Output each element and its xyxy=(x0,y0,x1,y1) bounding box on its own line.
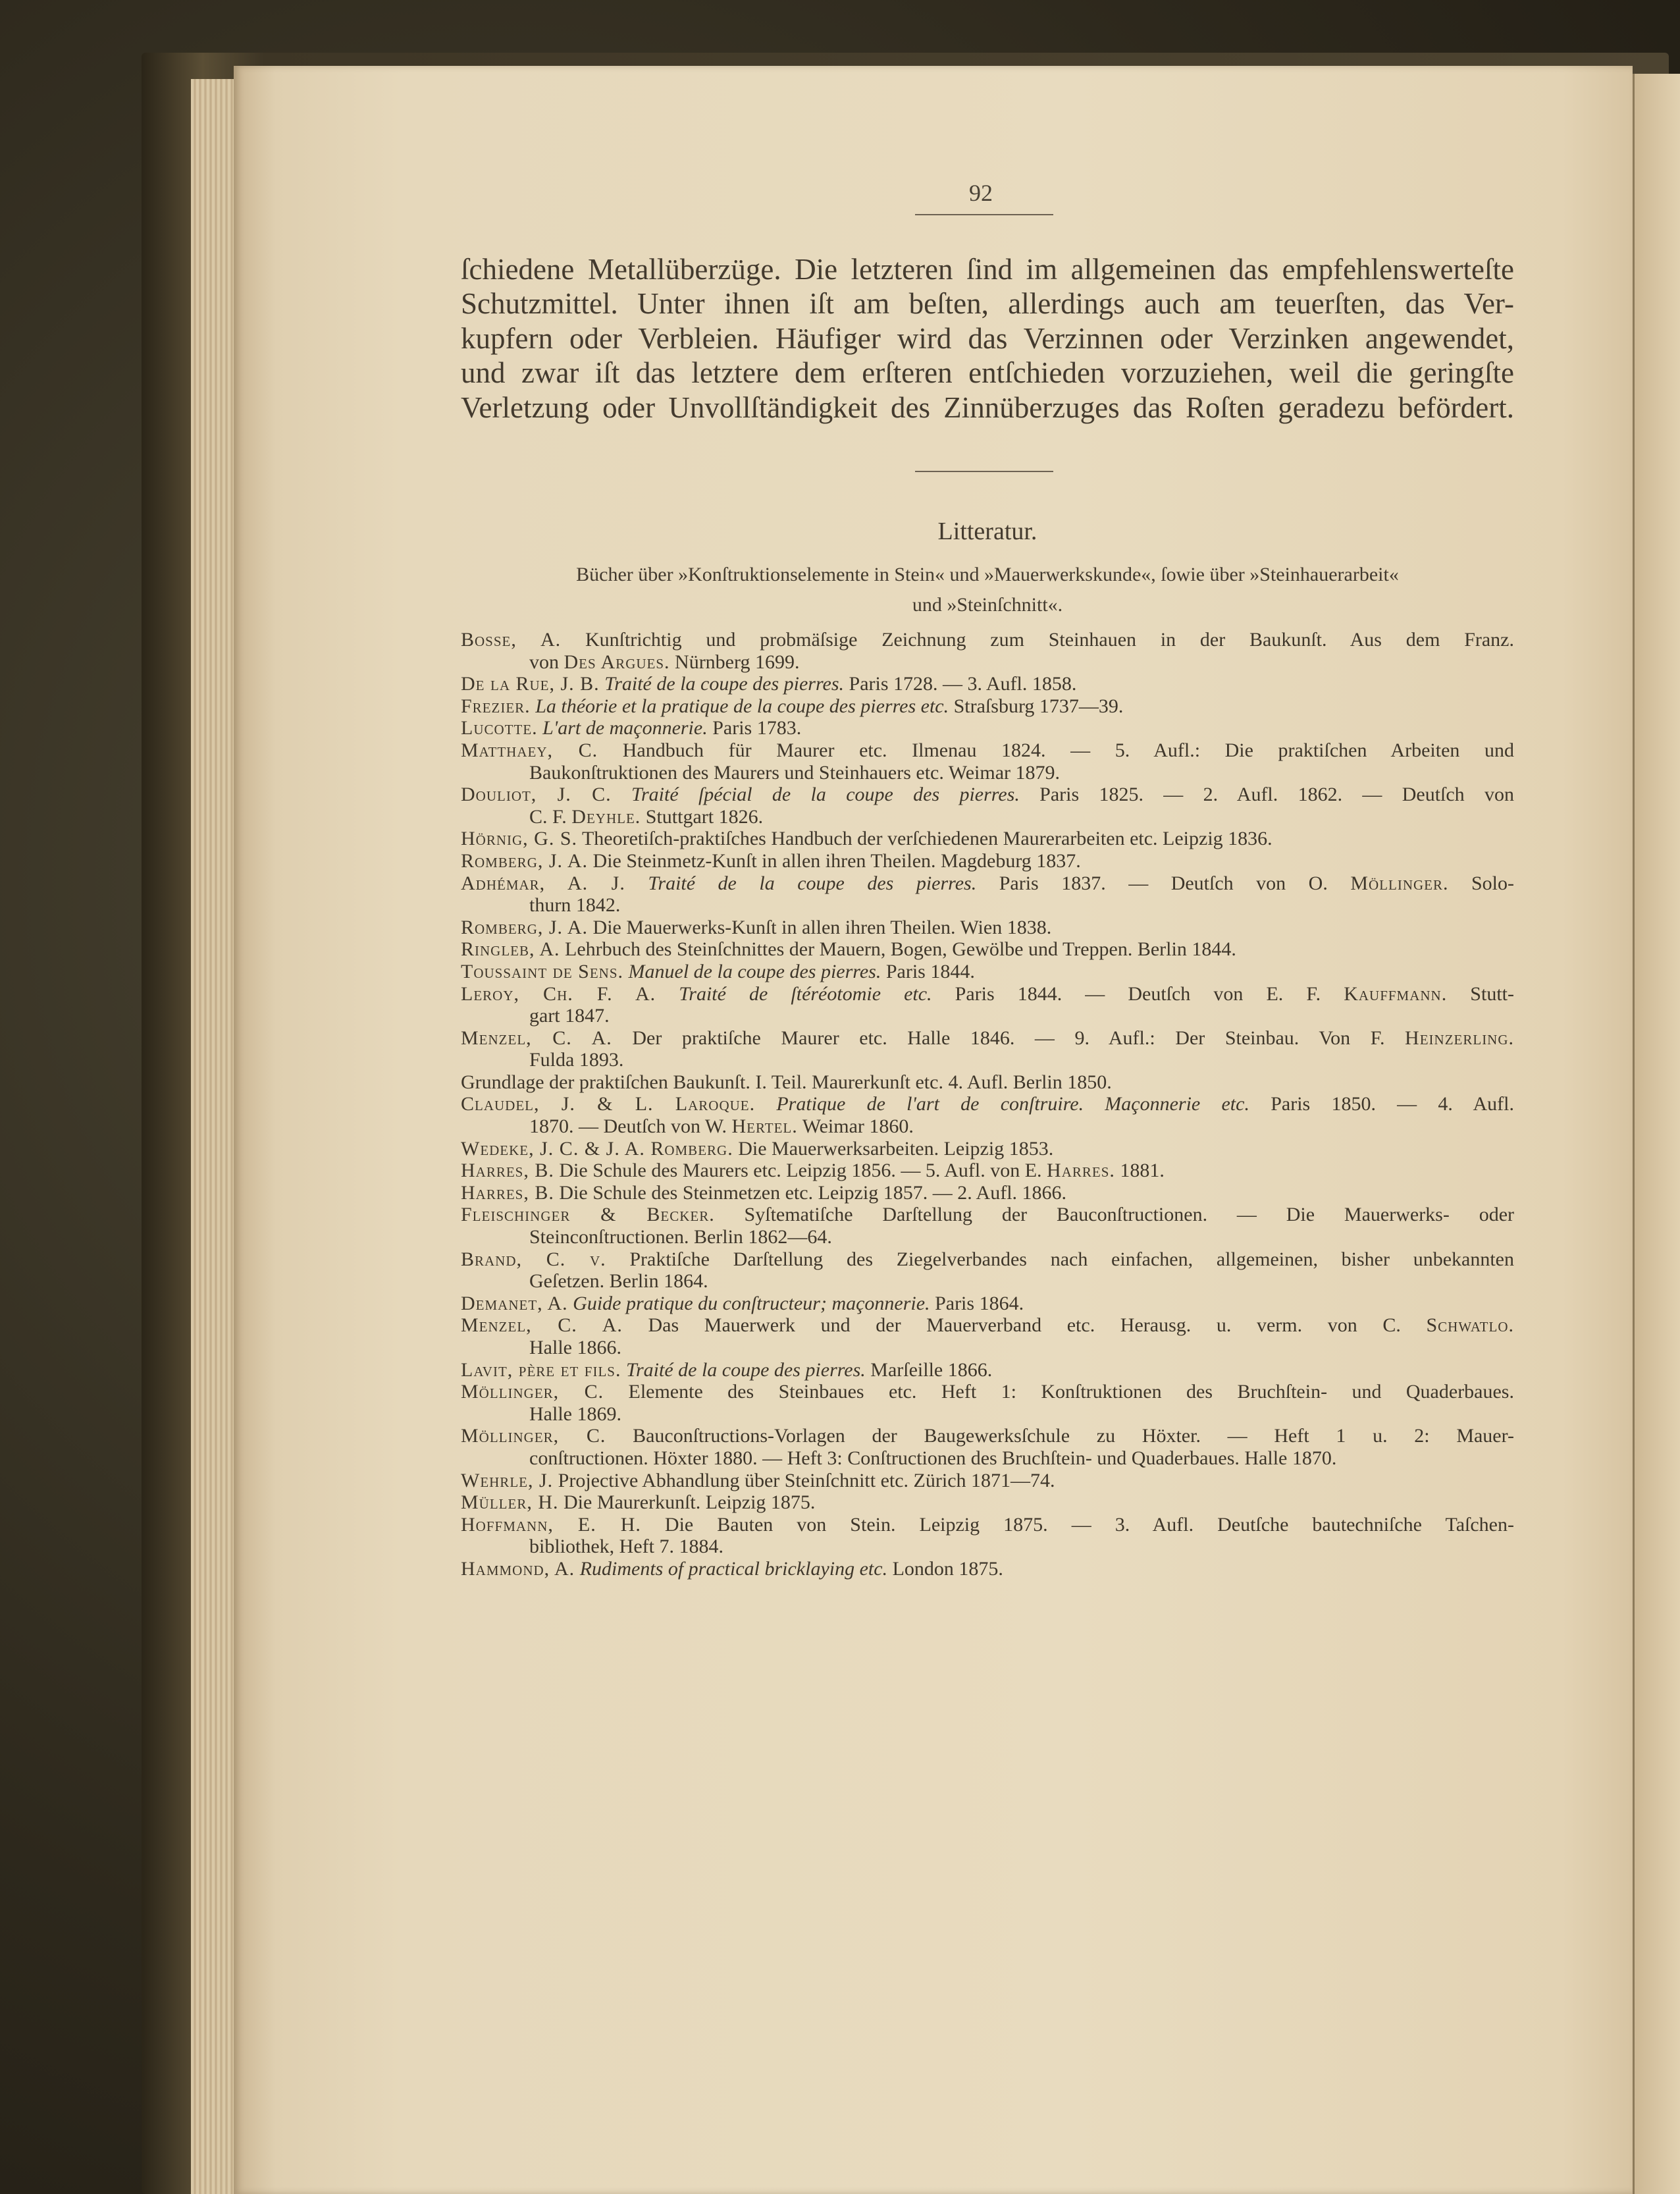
entry-continuation-line xyxy=(461,1270,1514,1293)
entry-continuation-line xyxy=(461,1447,1514,1470)
bibliography-entry xyxy=(461,1071,1514,1094)
entry-author: Demanet, A. xyxy=(461,1292,568,1314)
entry-text: Paris 1864. xyxy=(930,1292,1024,1314)
entry-author: Deyhle. xyxy=(571,805,641,828)
entry-first-line xyxy=(461,1071,1514,1094)
entry-continuation-line xyxy=(461,762,1514,784)
entry-text: Halle 1866. xyxy=(529,1337,621,1358)
page-number: 92 xyxy=(969,180,993,206)
bibliography-entry xyxy=(461,917,1514,939)
entry-author: Harres, B. xyxy=(461,1181,554,1204)
entry-first-line xyxy=(461,784,1514,806)
entry-author: Toussaint de Sens. xyxy=(461,960,624,982)
entry-title-italic: Traité de la coupe des pierres. xyxy=(604,673,845,695)
bibliography-list xyxy=(461,629,1514,1580)
entry-text: thurn 1842. xyxy=(529,894,621,917)
entry-title-italic: La théorie et la pratique de la coupe des pierres etc. xyxy=(535,695,949,717)
entry-author: Lucotte. xyxy=(461,717,538,739)
entry-text: Fulda 1893. xyxy=(529,1049,624,1071)
entry-author: Douliot, J. C. xyxy=(461,784,612,806)
bibliography-entry xyxy=(461,739,1514,784)
entry-author: Wedeke, J. C. & J. A. Romberg. xyxy=(461,1137,733,1160)
entry-first-line xyxy=(461,1093,1514,1115)
bibliography-entry xyxy=(461,850,1514,872)
entry-text: Syſtematiſche Darſtellung der Bauconſtructionen. — Die Mauerwerks- oder xyxy=(714,1204,1514,1226)
entry-continuation-line xyxy=(461,1403,1514,1426)
entry-first-line xyxy=(461,695,1514,718)
bibliography-entry xyxy=(461,1359,1514,1381)
entry-first-line xyxy=(461,673,1514,695)
entry-first-line xyxy=(461,828,1514,850)
entry-text: Die Mauerwerksarbeiten. Leipzig 1853. xyxy=(733,1137,1054,1160)
body-line: ſchiedene Metallüberzüge. Die letzteren ſind im allgemeinen das empfehlenswerteſte xyxy=(461,253,1514,286)
entry-title-italic: Traité de ſtéréotomie etc. xyxy=(679,982,932,1005)
entry-text: Paris 1825. — 2. Aufl. 1862. — Deutſch von xyxy=(1019,784,1514,806)
entry-text xyxy=(612,784,631,805)
entry-text: Grundlage der praktiſchen Baukunſt. I. Teil. Maurerkunſt etc. 4. Aufl. Berlin 1850. xyxy=(461,1071,1112,1093)
entry-author: Lavit, père et fils. xyxy=(461,1358,621,1381)
bibliography-entry xyxy=(461,1470,1514,1492)
entry-first-line xyxy=(461,1160,1514,1182)
entry-title-italic: Manuel de la coupe des pierres. xyxy=(628,960,881,982)
entry-text: 1881. xyxy=(1115,1160,1165,1182)
facing-page-edge xyxy=(1633,74,1680,2194)
entry-author: Fleischinger & Becker. xyxy=(461,1204,715,1226)
entry-text: Elemente des Steinbaues etc. Heft 1: Konſtruktionen des Bruchſtein- und Quaderbaues. xyxy=(604,1381,1514,1403)
entry-continuation-line xyxy=(461,894,1514,917)
bibliography-entry xyxy=(461,872,1514,917)
entry-author: Ringleb, A. xyxy=(461,938,560,961)
entry-author: Matthaey, C. xyxy=(461,739,598,761)
entry-author: Möllinger, C. xyxy=(461,1381,604,1403)
entry-author: Leroy, Ch. F. A. xyxy=(461,982,656,1005)
entry-text: Paris 1728. — 3. Aufl. 1858. xyxy=(844,673,1077,695)
entry-text: Straſsburg 1737—39. xyxy=(949,695,1124,717)
entry-author: Möllinger. xyxy=(1350,872,1449,894)
entry-text: Handbuch für Maurer etc. Ilmenau 1824. — 5. Aufl.: Die praktiſchen Arbeiten und xyxy=(598,739,1514,761)
entry-text: gart 1847. xyxy=(529,1005,610,1027)
bibliography-entry xyxy=(461,1248,1514,1293)
entry-author: Claudel, J. & L. Laroque. xyxy=(461,1093,756,1115)
entry-text: Der praktiſche Maurer etc. Halle 1846. — 9. Aufl.: Der Steinbau. Von F. xyxy=(612,1027,1405,1049)
page-number-rule xyxy=(915,214,1053,215)
entry-continuation-line xyxy=(461,1115,1514,1138)
entry-text: Stutt- xyxy=(1447,982,1514,1005)
entry-text: Paris 1844. — Deutſch von E. F. xyxy=(932,982,1344,1005)
entry-text: conſtructionen. Höxter 1880. — Heft 3: Conſtructionen des Bruchſtein- und Quaderbaues. Halle 1870. xyxy=(529,1447,1337,1469)
entry-author: Romberg, J. A. xyxy=(461,916,589,938)
entry-first-line xyxy=(461,1293,1514,1315)
entry-continuation-line xyxy=(461,651,1514,674)
entry-text: bibliothek, Heft 7. 1884. xyxy=(529,1536,723,1558)
entry-author: Müller, H. xyxy=(461,1491,559,1514)
entry-text: Halle 1869. xyxy=(529,1403,621,1425)
section-divider xyxy=(915,471,1053,472)
entry-first-line xyxy=(461,1182,1514,1204)
entry-first-line xyxy=(461,629,1514,651)
bibliography-entry xyxy=(461,1491,1514,1514)
entry-text: Projective Abhandlung über Steinſchnitt etc. Zürich 1871—74. xyxy=(553,1469,1055,1491)
bibliography-entry xyxy=(461,983,1514,1027)
entry-first-line xyxy=(461,1425,1514,1447)
entry-first-line xyxy=(461,917,1514,939)
entry-author: Hörnig, G. S. xyxy=(461,828,578,850)
entry-first-line xyxy=(461,1027,1514,1050)
bibliography-entry xyxy=(461,717,1514,739)
bibliography-entry xyxy=(461,1160,1514,1182)
entry-first-line xyxy=(461,1470,1514,1492)
entry-author: De la Rue, J. B. xyxy=(461,673,600,695)
bibliography-entry xyxy=(461,938,1514,961)
entry-first-line xyxy=(461,983,1514,1005)
bibliography-entry xyxy=(461,673,1514,695)
entry-text xyxy=(621,1359,626,1381)
entry-title-italic: Traité de la coupe des pierres. xyxy=(648,872,977,894)
entry-text: Steinconſtructionen. Berlin 1862—64. xyxy=(529,1226,832,1248)
entry-text: Paris 1844. xyxy=(881,960,975,982)
entry-text: Nürnberg 1699. xyxy=(669,651,800,673)
subtitle-line: Bücher über »Konſtruktionselemente in Stein« und »Mauerwerkskunde«, ſowie über »Steinhauerarbeit« xyxy=(576,564,1399,585)
bibliography-entry xyxy=(461,1093,1514,1137)
bibliography-entry xyxy=(461,1138,1514,1160)
entry-continuation-line xyxy=(461,1337,1514,1359)
entry-text: Die Schule des Steinmetzen etc. Leipzig 1857. — 2. Aufl. 1866. xyxy=(554,1181,1067,1204)
entry-text: Paris 1783. xyxy=(707,717,802,739)
entry-text: Die Schule des Maurers etc. Leipzig 1856. — 5. Aufl. von E. xyxy=(554,1160,1047,1182)
entry-first-line xyxy=(461,1381,1514,1403)
entry-text: Solo- xyxy=(1448,872,1514,894)
subtitle-line: und »Steinſchnitt«. xyxy=(912,594,1063,616)
entry-author: Harres. xyxy=(1047,1160,1115,1182)
entry-title-italic: Traité ſpécial de la coupe des pierres. xyxy=(631,784,1020,806)
entry-continuation-line xyxy=(461,1226,1514,1248)
entry-text: Geſetzen. Berlin 1864. xyxy=(529,1270,708,1293)
entry-author: Harres, B. xyxy=(461,1160,554,1182)
body-line: Schutzmittel. Unter ihnen iſt am beſten, allerdings auch am teuerſten, das Ver- xyxy=(461,287,1514,321)
entry-author: Schwatlo. xyxy=(1426,1314,1514,1337)
entry-text: Die Bauten von Stein. Leipzig 1875. — 3. Aufl. Deutſche bautechniſche Taſchen- xyxy=(641,1513,1514,1536)
entry-author: Frezier. xyxy=(461,695,531,717)
entry-author: Adhémar, A. J. xyxy=(461,872,625,894)
entry-text: Praktiſche Darſtellung des Ziegelverbandes nach einfachen, allgemeinen, bisher unbekannten xyxy=(606,1248,1514,1270)
entry-title-italic: Traité de la coupe des pierres. xyxy=(625,1358,866,1381)
entry-first-line xyxy=(461,1314,1514,1337)
entry-continuation-line xyxy=(461,1536,1514,1558)
entry-first-line xyxy=(461,961,1514,983)
entry-text: Weimar 1860. xyxy=(797,1115,914,1138)
bibliography-entry xyxy=(461,1204,1514,1248)
entry-text: Die Maurerkunſt. Leipzig 1875. xyxy=(558,1491,816,1514)
entry-text: Kunſtrichtig und probmäſsige Zeichnung zum Steinhauen in der Baukunſt. Aus dem Franz. xyxy=(561,629,1514,651)
body-line: kupfern oder Verbleien. Häufiger wird das Verzinnen oder Verzinken angewendet, xyxy=(461,321,1514,355)
bibliography-entry xyxy=(461,1381,1514,1425)
entry-text: C. F. xyxy=(529,805,572,828)
entry-author: Des Argues. xyxy=(564,651,670,673)
entry-first-line xyxy=(461,1558,1514,1580)
entry-author: Menzel, C. A. xyxy=(461,1027,612,1049)
entry-text xyxy=(656,983,679,1005)
bibliography-entry xyxy=(461,961,1514,983)
entry-first-line xyxy=(461,717,1514,739)
entry-text: Marſeille 1866. xyxy=(865,1358,993,1381)
entry-text: Stuttgart 1826. xyxy=(641,805,764,828)
entry-first-line xyxy=(461,1514,1514,1536)
entry-text: London 1875. xyxy=(887,1557,1003,1580)
entry-author: Heinzerling. xyxy=(1405,1027,1515,1049)
entry-author: Hertel. xyxy=(731,1115,798,1138)
entry-author: Wehrle, J. xyxy=(461,1469,554,1491)
entry-continuation-line xyxy=(461,1005,1514,1027)
entry-author: Menzel, C. A. xyxy=(461,1314,623,1337)
entry-text: Baukonſtruktionen des Maurers und Steinhauers etc. Weimar 1879. xyxy=(529,761,1061,784)
entry-first-line xyxy=(461,1204,1514,1226)
bibliography-entry xyxy=(461,1027,1514,1071)
entry-text: Paris 1850. — 4. Aufl. xyxy=(1249,1093,1514,1115)
entry-title-italic: Guide pratique du conſtructeur; maçonnerie. xyxy=(573,1292,930,1314)
entry-first-line xyxy=(461,1359,1514,1381)
entry-author: Romberg, J. A. xyxy=(461,849,589,872)
body-line: Verletzung oder Unvollſtändigkeit des Zinnüberzuges das Roſten geradezu befördert. xyxy=(461,390,1514,424)
body-line: und zwar iſt das letztere dem erſteren entſchieden vorzuziehen, weil die geringſte xyxy=(461,356,1514,390)
entry-text xyxy=(755,1093,776,1115)
bibliography-entry xyxy=(461,1314,1514,1358)
entry-first-line xyxy=(461,1138,1514,1160)
entry-first-line xyxy=(461,739,1514,762)
entry-text xyxy=(575,1558,580,1580)
body-paragraph xyxy=(461,252,1514,425)
entry-first-line xyxy=(461,1491,1514,1514)
entry-first-line xyxy=(461,1248,1514,1271)
entry-text: Lehrbuch des Steinſchnittes der Mauern, Bogen, Gewölbe und Treppen. Berlin 1844. xyxy=(560,938,1236,961)
entry-title-italic: Rudiments of practical bricklaying etc. xyxy=(579,1557,888,1580)
bibliography-entry xyxy=(461,828,1514,850)
entry-text: Paris 1837. — Deutſch von O. xyxy=(976,872,1351,894)
entry-author: Möllinger, C. xyxy=(461,1425,606,1447)
entry-text: Theoretiſch-praktiſches Handbuch der verſchiedenen Maurerarbeiten etc. Leipzig 1836. xyxy=(577,828,1273,850)
entry-continuation-line xyxy=(461,1049,1514,1071)
bibliography-entry xyxy=(461,695,1514,718)
section-subtitle xyxy=(461,560,1514,620)
entry-text xyxy=(623,961,629,982)
entry-author: Bosse, A. xyxy=(461,629,562,651)
bibliography-entry xyxy=(461,1558,1514,1580)
bibliography-entry xyxy=(461,1514,1514,1558)
entry-text: 1870. — Deutſch von W. xyxy=(529,1115,732,1138)
entry-author: Hammond, A. xyxy=(461,1557,575,1580)
entry-first-line xyxy=(461,938,1514,961)
bibliography-entry xyxy=(461,784,1514,828)
entry-text: Die Mauerwerks-Kunſt in allen ihren Theilen. Wien 1838. xyxy=(588,916,1052,938)
bibliography-entry xyxy=(461,629,1514,673)
bibliography-entry xyxy=(461,1182,1514,1204)
entry-text: Die Steinmetz-Kunſt in allen ihren Theilen. Magdeburg 1837. xyxy=(588,849,1081,872)
entry-title-italic: L'art de maçonnerie. xyxy=(542,717,708,739)
entry-text xyxy=(625,872,648,894)
entry-text: Das Mauerwerk und der Mauerverband etc. Herausg. u. verm. von C. xyxy=(622,1314,1427,1337)
entry-title-italic: Pratique de l'art de conſtruire. Maçonnerie etc. xyxy=(776,1093,1249,1115)
entry-text: von xyxy=(529,651,564,673)
entry-author: Brand, C. v. xyxy=(461,1248,606,1270)
bibliography-entry xyxy=(461,1293,1514,1315)
section-title: Litteratur. xyxy=(937,518,1037,545)
entry-author: Kauffmann. xyxy=(1344,982,1448,1005)
entry-first-line xyxy=(461,872,1514,895)
bibliography-entry xyxy=(461,1425,1514,1469)
entry-author: Hoffmann, E. H. xyxy=(461,1513,641,1536)
entry-continuation-line xyxy=(461,806,1514,828)
entry-first-line xyxy=(461,850,1514,872)
entry-text: Bauconſtructions-Vorlagen der Baugewerksſchule zu Höxter. — Heft 1 u. 2: Mauer- xyxy=(606,1425,1514,1447)
